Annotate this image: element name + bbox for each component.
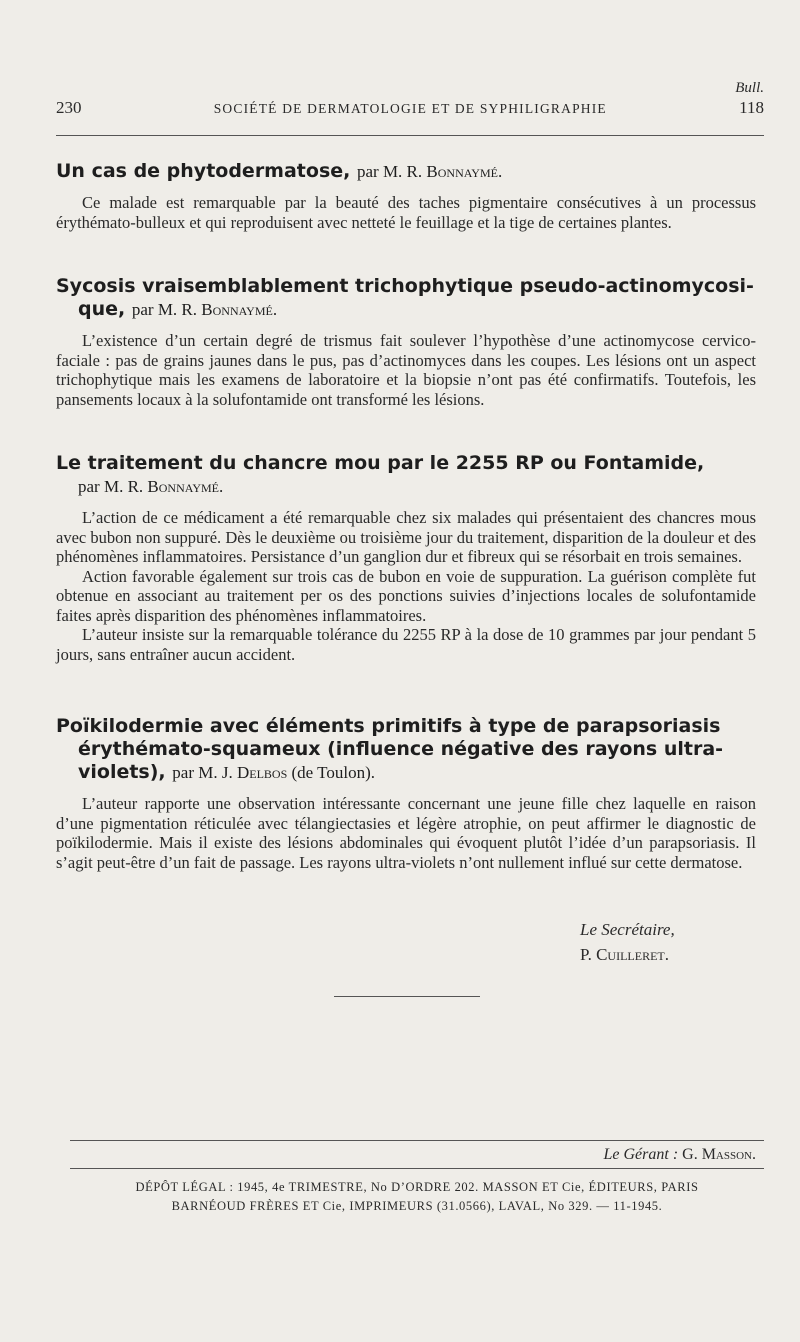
signature-role: Le Secrétaire, bbox=[580, 920, 675, 939]
article-author: Delbos bbox=[236, 763, 288, 782]
article-poikilodermie bbox=[56, 715, 756, 872]
issue-number: 118 bbox=[739, 98, 764, 117]
page-number: 230 bbox=[56, 98, 82, 117]
article-author: Bonnaymé. bbox=[201, 300, 278, 319]
article-paragraph: L’auteur rapporte une observation intéressante concernant une jeune fille chez laquelle en raison d’une pigmentation réticulée avec télangiectasies et légère atrophie, on peut affirmer le diagnostic de poïkilodermie. Mais il existe des lésions abdominales qui évoquent plutôt l’idée d’un parapsoriasis. Il s’agit peut-être d’un fait de passage. Les rayons ultra-violets n’ont nullement influé sur cette dermatose. bbox=[56, 794, 756, 872]
article-sycosis bbox=[56, 275, 756, 409]
bull-label: Bull. bbox=[735, 80, 764, 96]
article-paragraph: L’existence d’un certain degré de trismus fait soulever l’hypothèse d’une actinomycose cervico-faciale : pas de grains jaunes dans le pus, pas d’actinomyces dans les coupes. Les lésions ont un aspect trichophytique mais les examens de laboratoire et la biopsie n’ont pas été confirmatifs. Toutefois, les pansements locaux à la solufontamide ont transformé les lésions. bbox=[56, 331, 756, 409]
imprint-line: DÉPÔT LÉGAL : 1945, 4e TRIMESTRE, No D’ORDRE 202. MASSON ET Cie, ÉDITEURS, PARIS bbox=[135, 1180, 699, 1194]
gerant-name: Masson. bbox=[701, 1146, 756, 1163]
article-paragraph: L’auteur insiste sur la remarquable tolérance du 2255 RP à la dose de 10 grammes par jour pendant 5 jours, sans entraîner aucun accident. bbox=[56, 625, 756, 664]
section-divider bbox=[334, 996, 480, 997]
article-title: Poïkilodermie avec éléments primitifs à type de parapsoriasis érythémato-squameux (influence négative des rayons ultra-violets), par M. J. Delbos (de Toulon). bbox=[56, 715, 724, 783]
article-title: Sycosis vraisemblablement trichophytique pseudo-actinomycosi- que, par M. R. Bonnaymé. bbox=[56, 275, 754, 320]
signature: Le Secrétaire, P. Cuilleret. bbox=[580, 917, 675, 967]
gerant-line: Le Gérant : G. Masson. bbox=[603, 1146, 756, 1163]
article-author: Bonnaymé. bbox=[147, 477, 224, 496]
imprint bbox=[70, 1178, 764, 1216]
footer-rule-top bbox=[70, 1140, 764, 1141]
footer-rule-bottom bbox=[70, 1168, 764, 1169]
header-rule bbox=[56, 135, 764, 136]
signature-name: Cuilleret. bbox=[596, 945, 669, 964]
article-author: Bonnaymé. bbox=[426, 162, 503, 181]
article-chancre-mou bbox=[56, 452, 756, 664]
running-header bbox=[56, 98, 764, 122]
article-title: Le traitement du chancre mou par le 2255 RP ou Fontamide, par M. R. Bonnaymé. bbox=[56, 452, 705, 496]
imprint-line: BARNÉOUD FRÈRES ET Cie, IMPRIMEURS (31.0566), LAVAL, No 329. — 11-1945. bbox=[171, 1199, 663, 1213]
article-phytodermatose bbox=[56, 160, 756, 232]
article-title: Un cas de phytodermatose, par M. R. Bonnaymé. bbox=[56, 160, 503, 182]
article-paragraph: L’action de ce médicament a été remarquable chez six malades qui présentaient des chancres mous avec bubon non suppuré. Dès le deuxième ou troisième jour du traitement, disparition de la douleur et des phénomènes inflammatoires. Persistance d’un ganglion dur et fibreux qui se résorbait en trois semaines. bbox=[56, 508, 756, 566]
article-paragraph: Action favorable également sur trois cas de bubon en voie de suppuration. La guérison complète fut obtenue en associant au traitement per os des ponctions suivies d’injections locales de solufontamide faites après disparition des phénomènes inflammatoires. bbox=[56, 566, 756, 625]
running-title: SOCIÉTÉ DE DERMATOLOGIE ET DE SYPHILIGRAPHIE bbox=[213, 101, 607, 116]
article-paragraph: Ce malade est remarquable par la beauté des taches pigmentaire consécutives à un processus érythémato-bulleux et qui reproduisent avec netteté le feuillage et la tige de certaines plantes. bbox=[56, 193, 756, 232]
